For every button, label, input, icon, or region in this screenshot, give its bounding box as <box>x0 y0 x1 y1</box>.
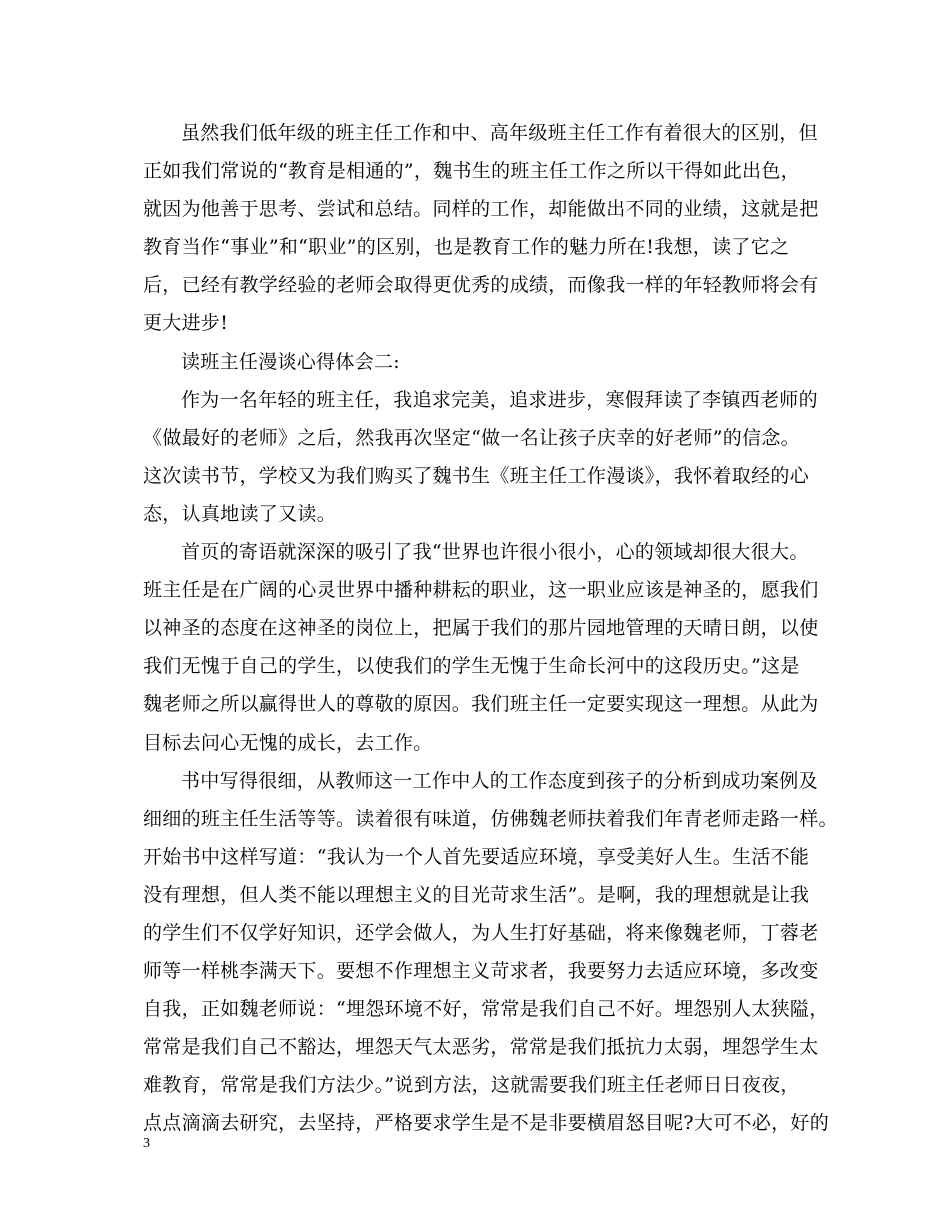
text-line: 开始书中这样写道：“我认为一个人首先要适应环境，享受美好人生。生活不能 <box>143 845 810 868</box>
text-line: 自我，正如魏老师说：“埋怨环境不好，常常是我们自己不好。埋怨别人太狭隘， <box>143 998 829 1021</box>
text-line: 点点滴滴去研究，去坚持，严格要求学生是不是非要横眉怒目呢?大可不必，好的 <box>143 1112 829 1135</box>
body-text <box>143 114 838 1143</box>
text-line: 细细的班主任生活等等。读着很有味道，仿佛魏老师扶着我们年青老师走路一样。 <box>143 807 838 830</box>
text-line: 就因为他善于思考、尝试和总结。同样的工作，却能做出不同的业绩，这就是把 <box>143 198 819 221</box>
text-line: 首页的寄语就深深的吸引了我“世界也许很小很小，心的领域却很大很大。 <box>181 541 809 564</box>
text-line: 魏老师之所以赢得世人的尊敬的原因。我们班主任一定要实现这一理想。从此为 <box>143 693 819 716</box>
text-line: 我们无愧于自己的学生，以使我们的学生无愧于生命长河中的这段历史。”这是 <box>143 655 800 678</box>
text-line: 《做最好的老师》之后，然我再次坚定“做一名让孩子庆幸的好老师”的信念。 <box>143 426 800 449</box>
text-line: 班主任是在广阔的心灵世界中播种耕耘的职业，这一职业应该是神圣的，愿我们 <box>143 579 819 602</box>
text-line: 虽然我们低年级的班主任工作和中、高年级班主任工作有着很大的区别，但 <box>181 122 818 144</box>
text-line: 以神圣的态度在这神圣的岗位上，把属于我们的那片园地管理的天晴日朗，以使 <box>143 617 819 640</box>
page-number: 3 <box>143 1136 150 1151</box>
text-line: 师等一样桃李满天下。要想不作理想主义苛求者，我要努力去适应环境，多改变 <box>143 960 819 983</box>
text-line: 正如我们常说的“教育是相通的”，魏书生的班主任工作之所以干得如此出色， <box>143 160 800 183</box>
text-line: 的学生们不仅学好知识，还学会做人，为人生打好基础，将来像魏老师，丁蓉老 <box>143 921 819 944</box>
text-line: 更大进步! <box>143 312 229 335</box>
text-line: 作为一名年轻的班主任，我追求完美，追求进步，寒假拜读了李镇西老师的 <box>181 388 818 411</box>
text-line: 后，已经有教学经验的老师会取得更优秀的成绩，而像我一样的年轻教师将会有 <box>143 274 819 297</box>
text-line: 常常是我们自己不豁达，埋怨天气太恶劣，常常是我们抵抗力太弱，埋怨学生太 <box>143 1036 819 1059</box>
text-line: 没有理想，但人类不能以理想主义的目光苛求生活”。是啊，我的理想就是让我 <box>143 883 810 906</box>
text-line: 态，认真地读了又读。 <box>143 502 337 525</box>
text-line: 这次读书节，学校又为我们购买了魏书生《班主任工作漫谈》，我怀着取经的心 <box>143 464 810 487</box>
text-line: 目标去问心无愧的成长，去工作。 <box>143 731 433 754</box>
text-line: 书中写得很细，从教师这一工作中人的工作态度到孩子的分析到成功案例及 <box>181 769 818 792</box>
text-line: 教育当作“事业”和“职业”的区别，也是教育工作的魅力所在!我想，读了它之 <box>143 236 790 259</box>
text-line: 读班主任漫谈心得体会二: <box>181 350 401 373</box>
text-line: 难教育，常常是我们方法少。”说到方法，这就需要我们班主任老师日日夜夜， <box>143 1074 800 1097</box>
